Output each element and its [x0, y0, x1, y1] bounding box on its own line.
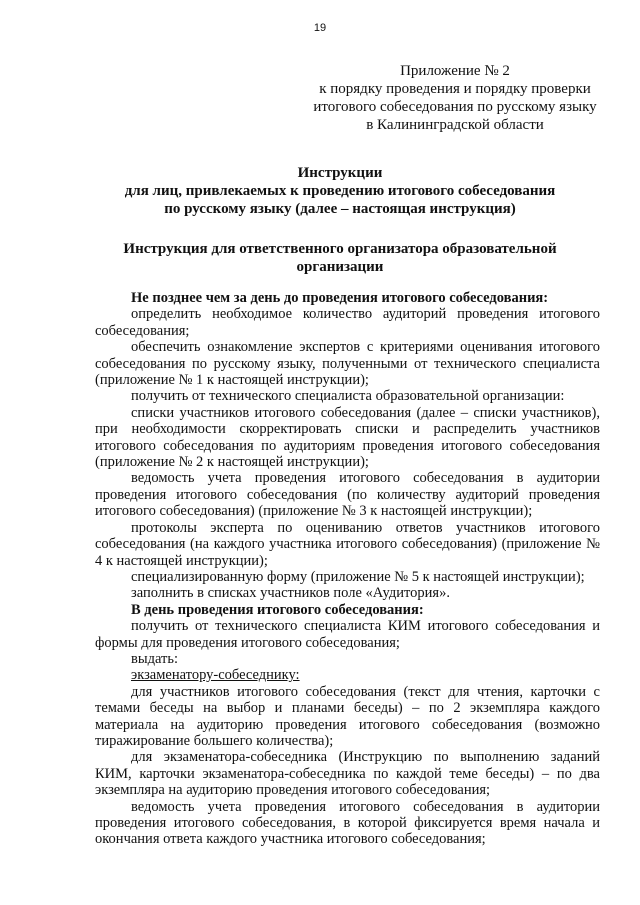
section-title-line: Инструкция для ответственного организатора образовательной [123, 241, 557, 257]
paragraph: определить необходимое количество аудиторий проведения итогового собеседования; [95, 306, 600, 339]
document-title [60, 164, 620, 218]
page-number: 19 [313, 22, 327, 34]
title-line: для лиц, привлекаемых к проведению итогового собеседования [124, 183, 556, 199]
title-line: Инструкции [297, 165, 383, 181]
appendix-line: итогового собеседования по русскому языку [313, 99, 597, 115]
paragraph: протоколы эксперта по оцениванию ответов участников итогового собеседования (на каждого участника итогового собеседования) (приложение № 4 к настоящей инструкции); [95, 519, 600, 569]
appendix-line: Приложение № 2 [400, 63, 510, 79]
paragraph: получить от технического специалиста КИМ итогового собеседования и формы для проведения итогового собеседования; [95, 618, 600, 651]
appendix-header [300, 62, 610, 134]
paragraph: для участников итогового собеседования (текст для чтения, карточки с темами беседы на выбор и планами беседы) – по 2 экземпляра каждого материала на аудиторию проведения итогового собеседования (возможно тиражирование большего количества); [95, 683, 600, 749]
appendix-line: в Калининградской области [366, 117, 544, 133]
paragraph: получить от технического специалиста образовательной организации: [131, 388, 565, 405]
paragraph: заполнить в списках участников поле «Аудитория». [131, 585, 450, 602]
paragraph: ведомость учета проведения итогового собеседования в аудитории проведения итогового собеседования, в которой фиксируется время начала и окончания ответа каждого участника итогового собеседования; [95, 798, 600, 848]
paragraph: выдать: [131, 650, 179, 667]
subheading-day-before: Не позднее чем за день до проведения итогового собеседования: [131, 290, 549, 306]
section-title-line: организации [296, 259, 384, 275]
paragraph: специализированную форму (приложение № 5 к настоящей инструкции); [131, 568, 585, 585]
document-body [95, 290, 600, 848]
appendix-line: к порядку проведения и порядку проверки [319, 81, 591, 97]
paragraph: обеспечить ознакомление экспертов с критериями оценивания итогового собеседования по русскому языку, полученными от технического специалиста (приложение № 1 к настоящей инструкции); [95, 339, 600, 389]
paragraph: для экзаменатора-собеседника (Инструкцию по выполнению заданий КИМ, карточки экзаменатора-собеседника по каждой теме беседы) – по два экземпляра на аудиторию проведения итогового собеседования; [95, 749, 600, 799]
section-title [60, 240, 620, 276]
underlined-label: экзаменатору-собеседнику: [131, 667, 300, 684]
paragraph: списки участников итогового собеседования (далее – списки участников), при необходимости скорректировать списки и распределить участников итогового собеседования по аудиториям проведения итогового собеседования (приложение № 2 к настоящей инструкции); [95, 404, 600, 471]
paragraph: ведомость учета проведения итогового собеседования в аудитории проведения итогового собеседования (по количеству аудиторий проведения итогового собеседования) (приложение № 3 к настоящей инструкции); [95, 470, 600, 520]
subheading-on-the-day: В день проведения итогового собеседования: [131, 601, 424, 618]
title-line: по русскому языку (далее – настоящая инструкция) [164, 201, 516, 217]
